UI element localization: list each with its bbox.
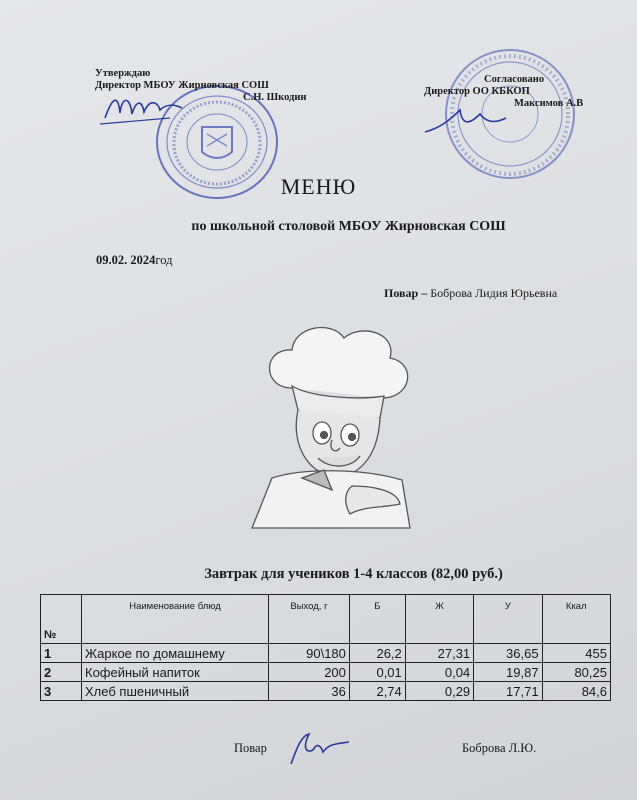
header-yield: Выход, г bbox=[269, 595, 350, 644]
row-u: 36,65 bbox=[474, 644, 542, 663]
header-zh: Ж bbox=[405, 595, 473, 644]
date-value: 09.02. 2024 bbox=[96, 253, 156, 267]
row-dish: Жаркое по домашнему bbox=[82, 644, 269, 663]
menu-table bbox=[40, 594, 611, 701]
header-num: № bbox=[41, 595, 82, 644]
table-header-row bbox=[41, 595, 611, 644]
row-u: 19,87 bbox=[474, 663, 542, 682]
agreement-line1: Согласовано bbox=[484, 74, 545, 85]
header-u: У bbox=[474, 595, 542, 644]
header-b: Б bbox=[349, 595, 405, 644]
row-yield: 90\180 bbox=[269, 644, 350, 663]
row-yield: 200 bbox=[269, 663, 350, 682]
row-num: 3 bbox=[41, 682, 82, 701]
row-yield: 36 bbox=[269, 682, 350, 701]
row-zh: 0,29 bbox=[405, 682, 473, 701]
agreement-name: Максимов А.В bbox=[514, 98, 584, 109]
row-dish: Хлеб пшеничный bbox=[82, 682, 269, 701]
row-num: 1 bbox=[41, 644, 82, 663]
menu-date bbox=[96, 253, 172, 268]
row-zh: 27,31 bbox=[405, 644, 473, 663]
row-kcal: 84,6 bbox=[542, 682, 610, 701]
row-b: 26,2 bbox=[349, 644, 405, 663]
page-subtitle: по школьной столовой МБОУ Жирновская СОШ bbox=[191, 219, 506, 234]
cook-name: Боброва Лидия Юрьевна bbox=[430, 286, 558, 300]
row-kcal: 80,25 bbox=[542, 663, 610, 682]
footer-cook-name: Боброва Л.Ю. bbox=[462, 741, 537, 755]
cook-line bbox=[384, 286, 557, 301]
header-dish: Наименование блюд bbox=[82, 595, 269, 644]
row-kcal: 455 bbox=[542, 644, 610, 663]
cook-label: Повар – bbox=[384, 286, 428, 300]
row-zh: 0,04 bbox=[405, 663, 473, 682]
table-row bbox=[41, 663, 611, 682]
approval-line1: Утверждаю bbox=[95, 68, 151, 79]
row-dish: Кофейный напиток bbox=[82, 663, 269, 682]
header-kcal: Ккал bbox=[542, 595, 610, 644]
agreement-line2: Директор ОО КБКОП bbox=[424, 86, 530, 97]
row-u: 17,71 bbox=[474, 682, 542, 701]
approval-line2: Директор МБОУ Жирновская СОШ bbox=[95, 80, 269, 91]
row-num: 2 bbox=[41, 663, 82, 682]
chef-illustration-icon bbox=[232, 318, 432, 533]
row-b: 2,74 bbox=[349, 682, 405, 701]
cook-signature-icon bbox=[283, 728, 353, 768]
meal-title: Завтрак для учеников 1-4 классов (82,00 руб.) bbox=[204, 566, 503, 582]
agreement-block bbox=[424, 74, 583, 110]
table-row bbox=[41, 644, 611, 663]
footer-cook-label: Повар bbox=[234, 741, 267, 755]
row-b: 0,01 bbox=[349, 663, 405, 682]
approval-name: С.Н. Шкодин bbox=[243, 92, 307, 103]
date-suffix: год bbox=[155, 253, 173, 267]
table-row bbox=[41, 682, 611, 701]
approval-block bbox=[95, 68, 306, 104]
page-title: МЕНЮ bbox=[280, 174, 357, 199]
